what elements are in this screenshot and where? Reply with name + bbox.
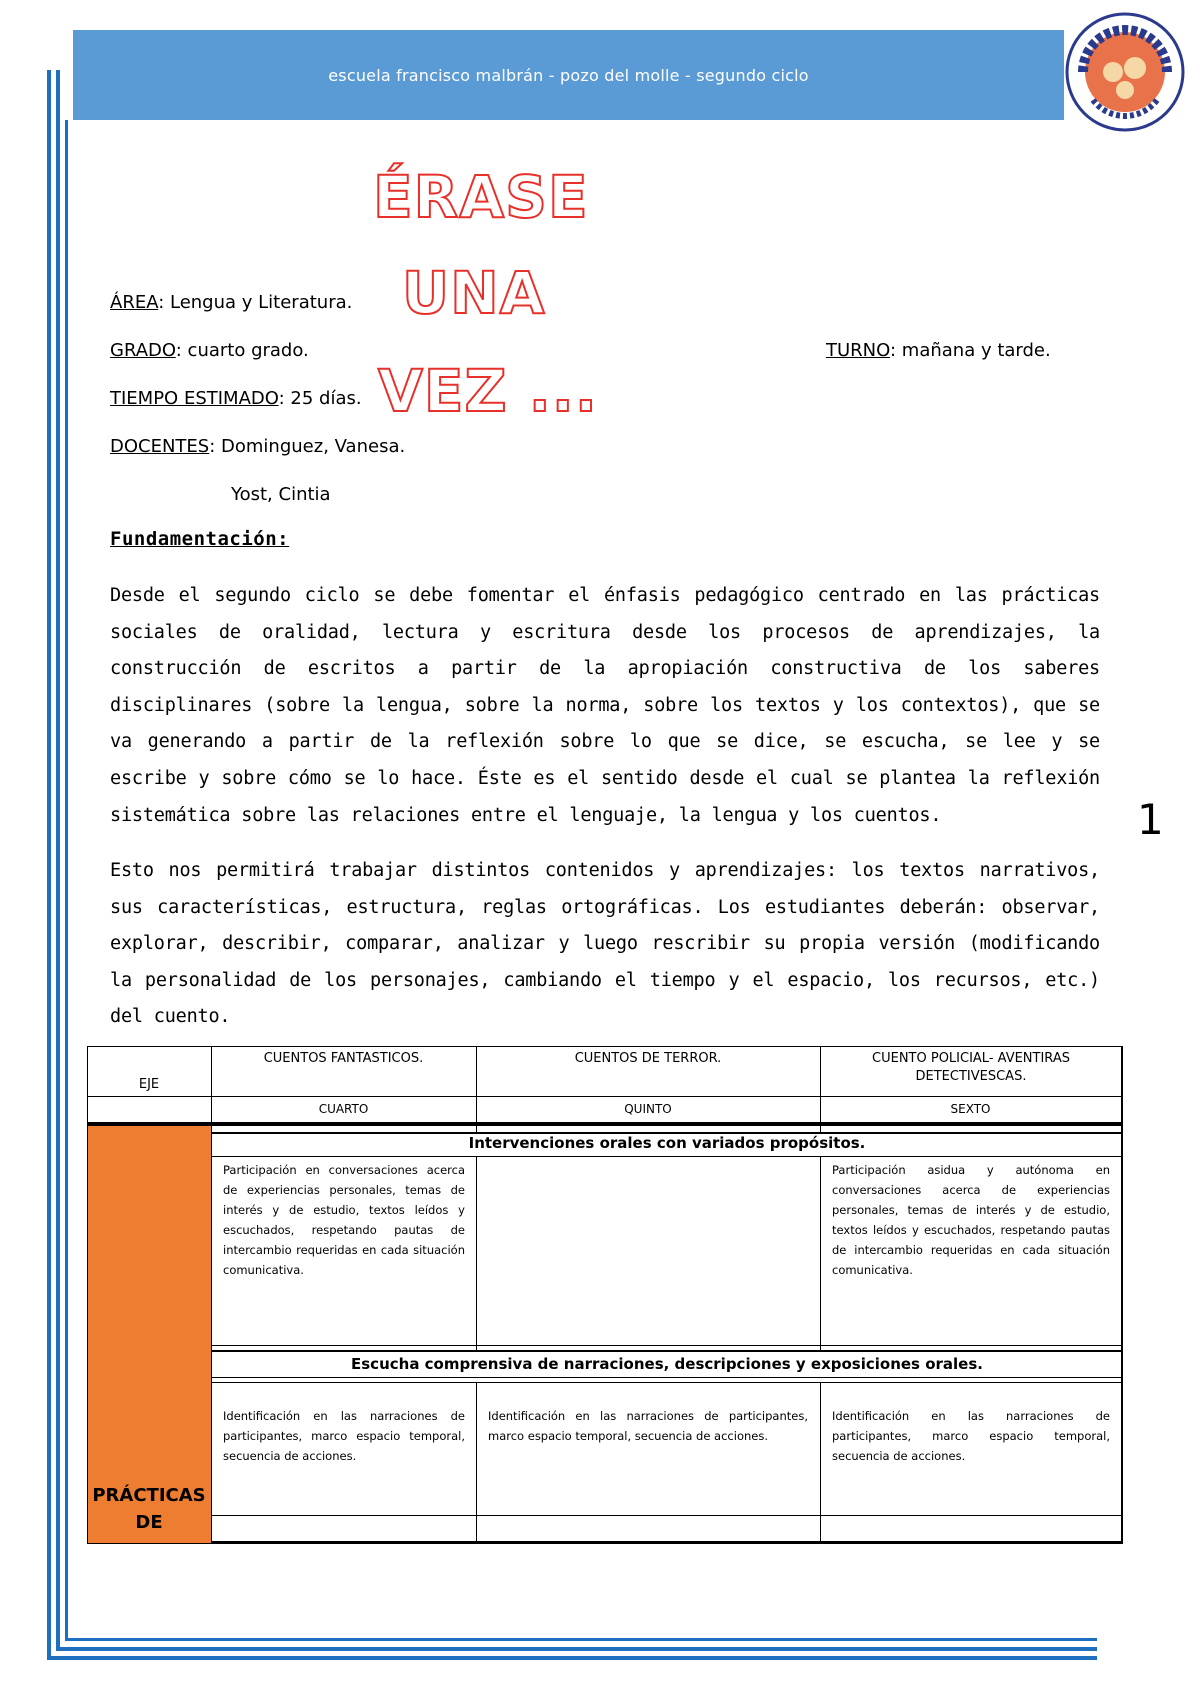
header-banner: [73, 30, 1064, 120]
column-header-2: CUENTOS DE TERROR.: [574, 1051, 722, 1066]
tiempo-value: : 25 días.: [278, 388, 362, 409]
grade-cell-2: QUINTO: [624, 1102, 672, 1116]
eje-row-label: PRÁCTICAS DE: [92, 1485, 206, 1533]
band-intervenciones: Intervenciones orales con variados propósitos.: [468, 1134, 866, 1152]
band2-cell-sexto: Identificación en las narraciones de participantes, marco espacio temporal, secuencia de acciones.: [832, 1409, 1110, 1463]
band1-cell-cuarto: Participación en conversaciones acerca de experiencias personales, temas de interés y de estudio, textos leídos y escuchados, respetando pautas de intercambio requeridas en cada situación comunicativa.: [223, 1163, 465, 1277]
turno-value: : mañana y tarde.: [890, 340, 1051, 361]
area-line: [110, 292, 352, 314]
school-logo: [1063, 10, 1187, 134]
band2-cell-quinto: Identificación en las narraciones de participantes, marco espacio temporal, secuencia de acciones.: [488, 1409, 808, 1443]
grado-value: : cuarto grado.: [175, 340, 309, 361]
column-header-1: CUENTOS FANTASTICOS.: [263, 1051, 424, 1066]
docentes-value: : Dominguez, Vanesa.: [209, 436, 406, 457]
grade-cell-3: SEXTO: [950, 1102, 991, 1116]
grado-line: [110, 340, 309, 362]
fundamentacion-paragraph-2: Esto nos permitirá trabajar distintos contenidos y aprendizajes: los textos narrativos, sus características, estructura, reglas ortográficas. Los estudiantes deberán: observar, explorar, describir, comparar, analizar y luego rescribir su propia versión (modificando la personalidad de los personajes, cambiando el tiempo y el espacio, los recursos, etc.) del cuento.: [110, 860, 1100, 1028]
band-escucha: Escucha comprensiva de narraciones, descripciones y exposiciones orales.: [351, 1355, 983, 1373]
tiempo-line: [110, 388, 362, 410]
eje-column-fill: [87, 1126, 211, 1543]
area-label: ÁREA: [110, 292, 159, 313]
band2-cell-cuarto: Identificación en las narraciones de participantes, marco espacio temporal, secuencia de acciones.: [223, 1409, 465, 1463]
fundamentacion-paragraph-1: Desde el segundo ciclo se debe fomentar el énfasis pedagógico centrado en las prácticas sociales de oralidad, lectura y escritura desde los procesos de aprendizajes, la construcción de escritos a partir de la apropiación constructiva de los saberes disciplinares (sobre la lengua, sobre la norma, sobre los textos y los contextos), que se va generando a partir de la reflexión sobre lo que se dice, se escucha, se lee y se escribe y sobre cómo se lo hace. Éste es el sentido desde el cual se plantea la reflexión sistemática sobre las relaciones entre el lenguaje, la lengua y los cuentos.: [110, 585, 1100, 826]
turno-label: TURNO: [826, 340, 890, 361]
bottom-border-third: [65, 1638, 1097, 1641]
area-value: : Lengua y Literatura.: [158, 292, 353, 313]
tiempo-label: TIEMPO ESTIMADO: [110, 388, 279, 409]
left-border-inner: [56, 70, 60, 1650]
docentes-label: DOCENTES: [110, 436, 210, 457]
grado-label: GRADO: [110, 340, 176, 361]
page-number: 1: [1137, 795, 1164, 844]
left-border-third: [65, 120, 68, 1640]
docente-2: Yost, Cintia: [231, 484, 331, 505]
title-line-1: ÉRASE: [373, 163, 589, 231]
band1-cell-sexto: Participación asidua y autónoma en conversaciones acerca de experiencias personales, temas de interés y de estudio, textos leídos y escuchados, respetando pautas de intercambio requeridas en cada situación comunicativa.: [832, 1163, 1110, 1277]
fundamentacion-title: Fundamentación:: [110, 528, 290, 550]
turno-line: [826, 340, 1051, 362]
column-header-3: CUENTO POLICIAL- AVENTIRAS DETECTIVESCAS.: [872, 1051, 1070, 1084]
title-line-2: UNA: [402, 259, 546, 327]
docentes-line: [110, 436, 405, 458]
title-line-3: VEZ ...: [378, 357, 598, 425]
grade-cell-1: CUARTO: [318, 1102, 369, 1116]
left-border-outer: [47, 70, 51, 1660]
header-text: escuela francisco malbrán - pozo del molle - segundo ciclo: [328, 65, 809, 85]
eje-header: EJE: [138, 1077, 160, 1092]
bottom-border-inner: [56, 1647, 1097, 1651]
bottom-border-outer: [47, 1656, 1097, 1660]
